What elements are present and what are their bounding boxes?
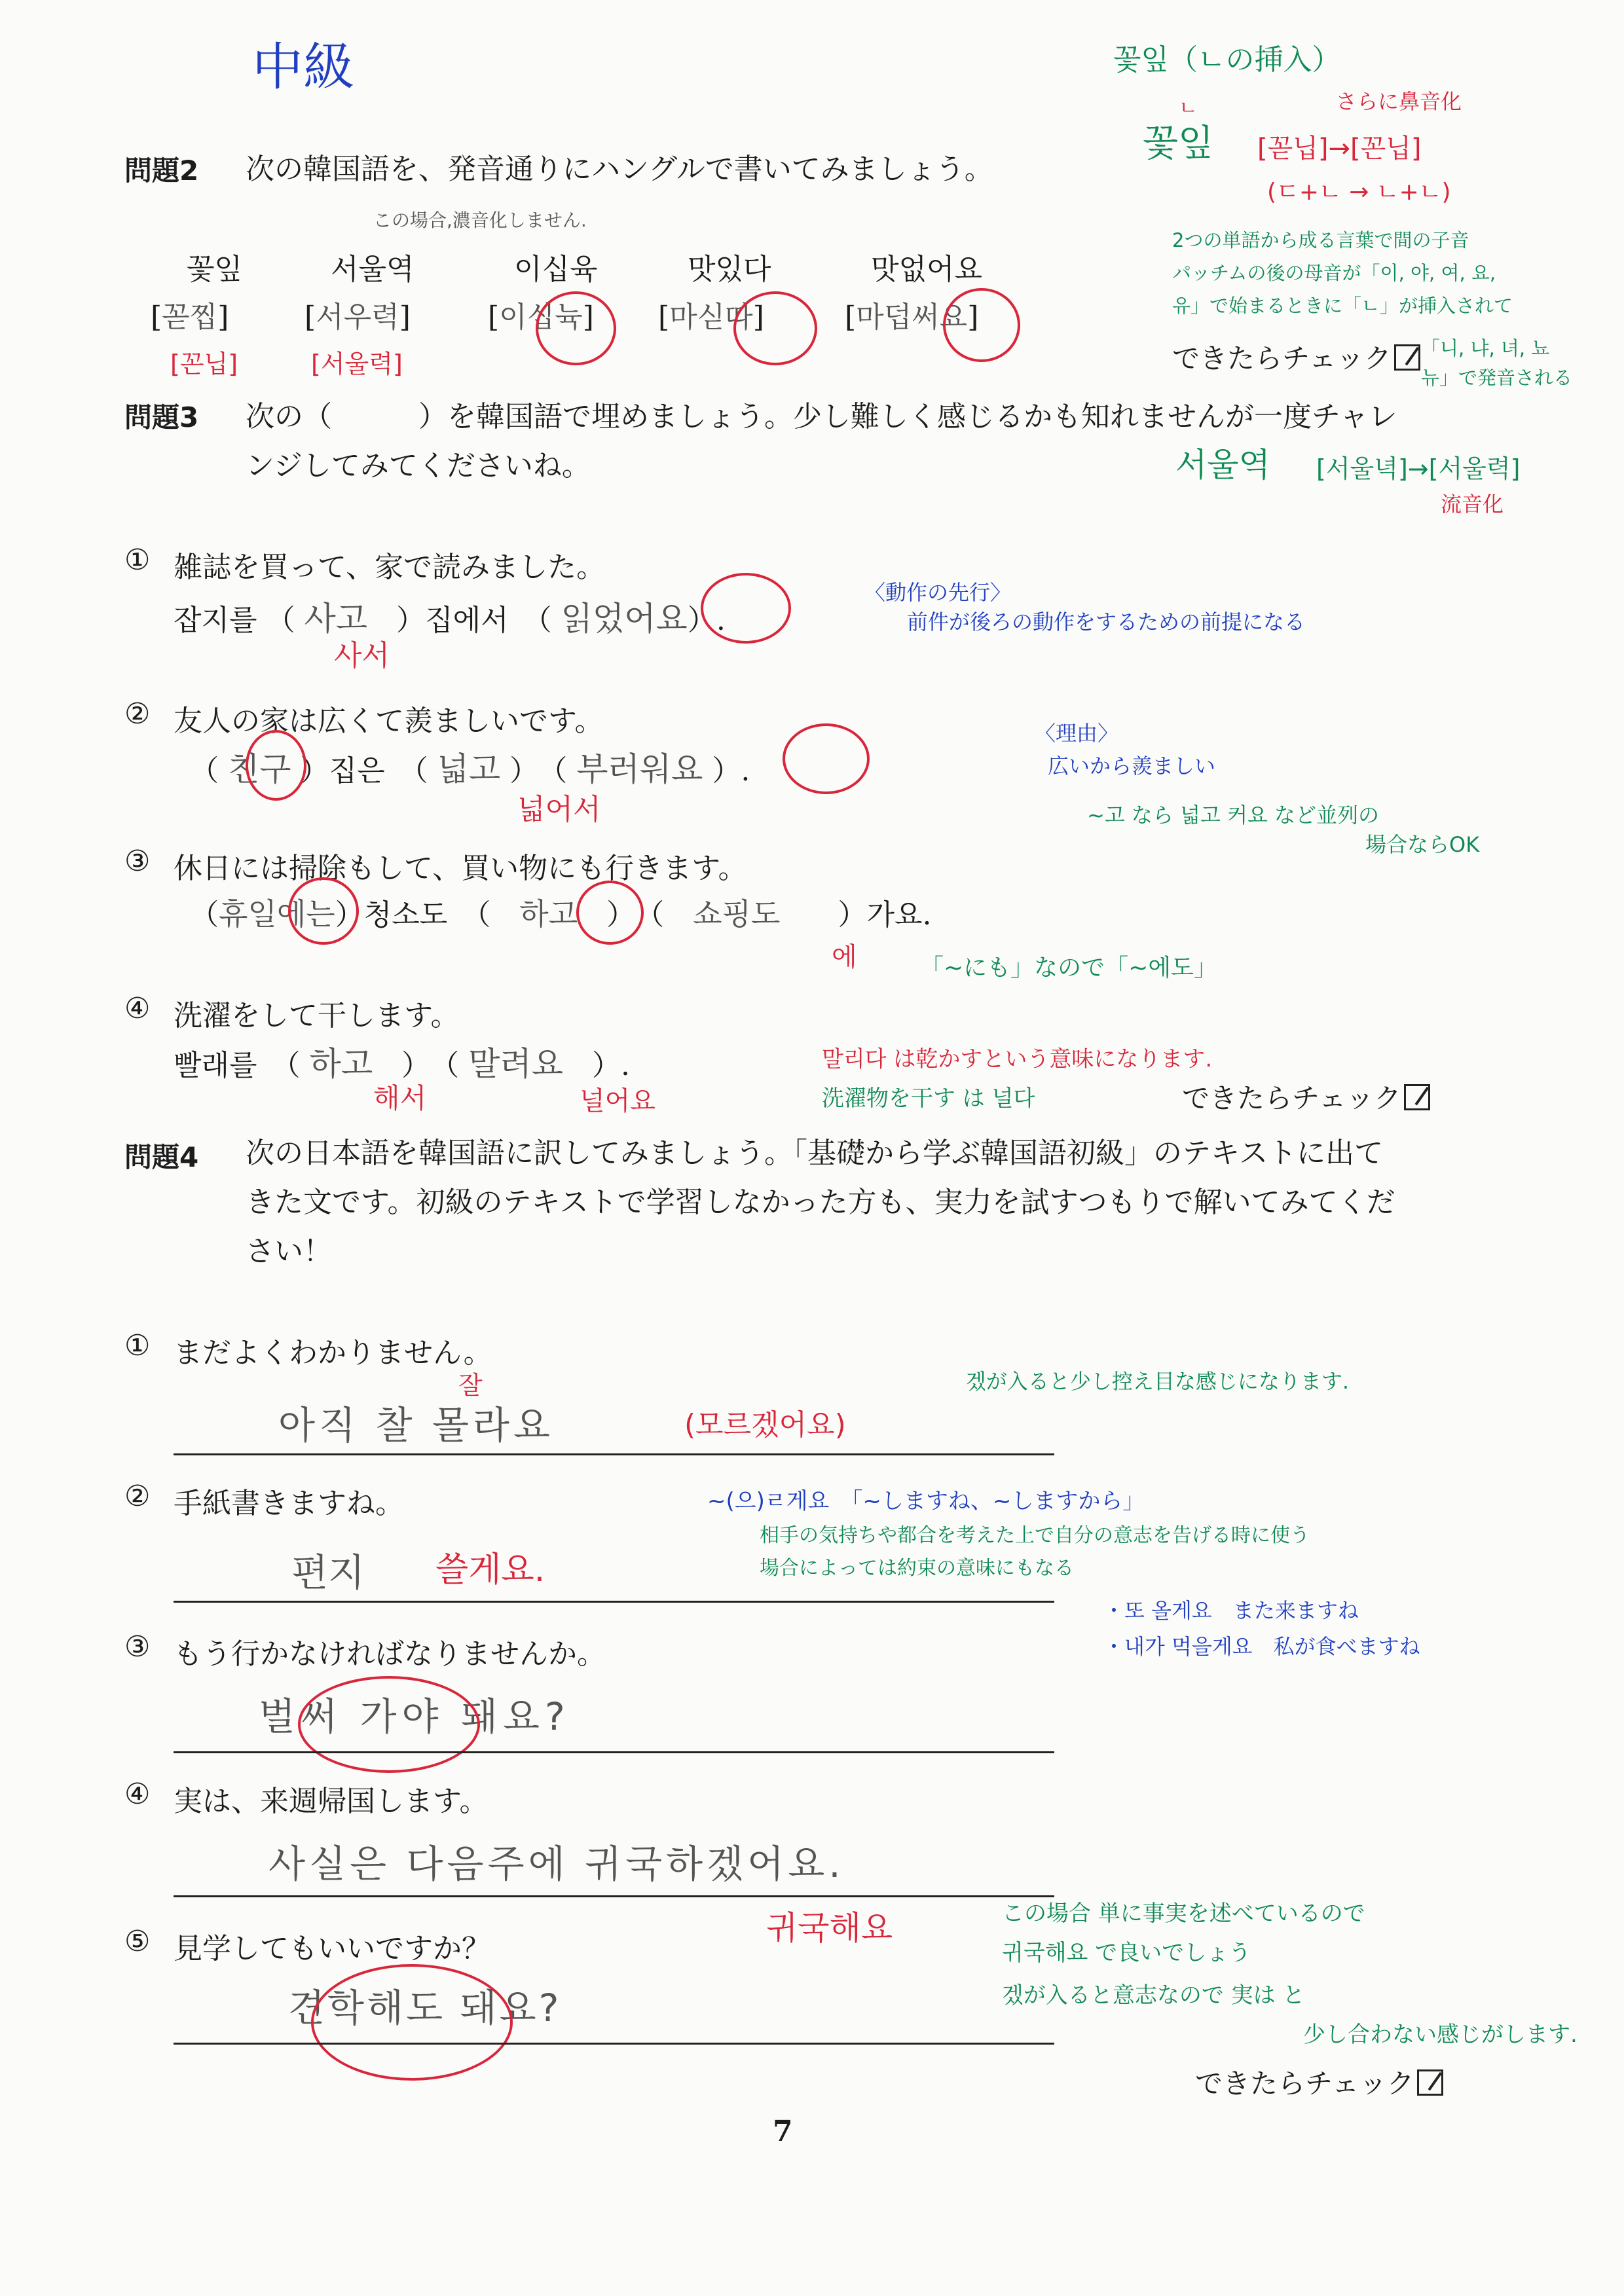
q4-item3-num: ③	[124, 1630, 151, 1664]
q3-item2-fix: 넓어서	[517, 793, 601, 826]
q4-check: できたらチェック	[1195, 2062, 1443, 2102]
q3-item3-fix: 에	[832, 942, 857, 972]
q2-note-no-tense: この場合,濃音化しません.	[373, 210, 587, 231]
note-pron2: [서울녁]→[서울력]	[1316, 454, 1521, 483]
note-explain-1: 2つの単語から成る言葉で間の子音	[1172, 229, 1469, 251]
q4-item4-num: ④	[124, 1777, 151, 1811]
q3-item4-num: ④	[124, 992, 151, 1025]
q2-circle-5	[943, 288, 1020, 362]
q3-item3-num: ③	[124, 845, 151, 878]
q4-item4-jp: 実は、来週帰国します。	[174, 1785, 489, 1818]
q2-answer-3: [이십뉵]	[488, 301, 594, 334]
q4-item5-note-3: 겠が入ると意志なので 実は と	[1002, 1982, 1305, 2009]
q4-item2-note-5: ・내가 먹을게요 私が食べますね	[1103, 1634, 1420, 1659]
q3-check: できたらチェック	[1182, 1077, 1430, 1116]
q2-check: できたらチェック	[1172, 337, 1420, 376]
q4-item2-note-4: ・또 올게요 また来ますね	[1103, 1598, 1359, 1623]
q4-item1-answer: 아직 찰 몰라요	[278, 1403, 555, 1448]
q4-item2-note-2: 相手の気持ちや都合を考えた上で自分の意志を告げる時に使う	[760, 1524, 1310, 1547]
q4-item5-note-2: 귀국해요 で良いでしょう	[1002, 1940, 1251, 1966]
note-word2: 서울역	[1175, 446, 1270, 484]
q3-item3-jp: 休日には掃除もして、買い物にも行きます。	[174, 852, 747, 885]
q4-instruction-1: 次の日本語を韓国語に訳してみましょう。「基礎から学ぶ韓国語初級」のテキストに出て	[246, 1137, 1384, 1170]
q2-correction-1: [꼰닙]	[170, 350, 238, 378]
q3-item2-num: ②	[124, 697, 151, 731]
q3-checkbox[interactable]	[1404, 1084, 1430, 1110]
q2-word-1: 꽃잎	[187, 253, 243, 286]
q3-item2-note-4: 場合ならOK	[1365, 832, 1480, 857]
q4-item2-note-1: ~(으)ㄹ게요 「~しますね、~しますから」	[707, 1488, 1145, 1514]
q2-circle-4	[733, 291, 817, 365]
q4-item3-answer: 벌써 가야 돼요?	[259, 1694, 570, 1739]
q3-item1-circle	[701, 573, 791, 644]
q4-item4-answer: 사실은 다음주에 귀국하겠어요.	[268, 1842, 845, 1886]
q4-item5-circle	[311, 1964, 513, 2081]
q2-answer-4: [마싣따]	[658, 301, 764, 334]
q4-instruction-2: きた文です。初級のテキストで学習しなかった方も、実力を試すつもりで解いてみてくだ	[246, 1186, 1395, 1219]
note-word: 꽃잎	[1143, 122, 1214, 165]
q4-checkbox[interactable]	[1417, 2069, 1443, 2096]
q4-item3-line	[174, 1751, 1054, 1753]
note-insertion-title: 꽃잎（ㄴの挿入）	[1113, 43, 1341, 77]
q3-item1-num: ①	[124, 543, 151, 577]
q3-item3-line: （휴일에는）청소도 （ 하고 ） （ 쇼핑도 ）가요.	[190, 896, 932, 932]
q4-item1-line	[174, 1453, 1054, 1455]
q2-answer-2: [서우력]	[304, 301, 411, 334]
q4-item5-num: ⑤	[124, 1925, 151, 1958]
q3-item1-jp: 雑誌を買って、家で読みました。	[174, 551, 606, 584]
q3-item4-jp: 洗濯をして干します。	[174, 999, 460, 1032]
q3-item3-note: 「~にも」なので「~에도」	[920, 955, 1217, 981]
q4-item2-answer: 편지	[291, 1550, 365, 1595]
q3-item4-fix-1: 해서	[373, 1082, 427, 1114]
q4-item4-line	[174, 1895, 1054, 1897]
q3-instruction-2: ンジしてみてくださいね。	[246, 449, 591, 483]
q4-item2-fix: 쓸게요.	[435, 1550, 545, 1590]
q4-item1-num: ①	[124, 1329, 151, 1362]
q3-item1-note-2: 前件が後ろの動作をするための前提になる	[907, 610, 1306, 634]
q3-item2-note-3: ~고 なら 넓고 커요 など並列の	[1087, 803, 1380, 828]
q3-item2-circle-2	[783, 723, 870, 794]
q2-answer-1: [꼳찝]	[151, 301, 229, 334]
q3-item2-line: （ 친구 ）집은 （ 넓고 ） （ 부러워요 ）.	[190, 750, 750, 788]
q3-item1-line: 잡지를 （ 사고 ）집에서 （ 읽었어요）.	[174, 600, 726, 638]
q2-word-3: 이십육	[514, 253, 598, 286]
q4-item5-jp: 見学してもいいですか？	[174, 1932, 490, 1965]
q4-item3-circle	[298, 1676, 480, 1773]
q3-item2-note-1: 〈理由〉	[1035, 721, 1119, 746]
level-note: 中級	[252, 38, 355, 97]
q4-item2-num: ②	[124, 1480, 151, 1513]
q4-item2-note-3: 場合によっては約束の意味にもなる	[760, 1557, 1074, 1580]
q3-instruction-1: 次の（ ）を韓国語で埋めましょう。少し難しく感じるかも知れませんが一度チャレ	[246, 400, 1397, 433]
q2-label: 問題2	[124, 155, 199, 187]
q4-item1-jp: まだよくわかりません。	[174, 1336, 492, 1370]
q2-checkbox[interactable]	[1394, 344, 1420, 371]
q3-item2-note-2: 広いから羨ましい	[1048, 754, 1216, 778]
q4-instruction-3: さい！	[246, 1235, 332, 1268]
q3-item3-circle-1	[288, 877, 359, 945]
q4-item5-line	[174, 2043, 1054, 2045]
q3-item4-note-1: 말리다 は乾かすという意味になります.	[822, 1046, 1213, 1072]
note-explain-2: パッチムの後の母音が「이, 야, 여, 요,	[1172, 262, 1496, 284]
q4-item1-note: 겠が入ると少し控え目な感じになります.	[966, 1369, 1350, 1394]
q4-item3-jp: もう行かなければなりませんか。	[174, 1637, 606, 1671]
note-inserted: ㄴ	[1179, 97, 1198, 120]
q3-item2-circle-1	[246, 730, 306, 801]
note-rule: (ㄷ+ㄴ → ㄴ+ㄴ)	[1267, 179, 1451, 206]
note-nasalization: さらに鼻音化	[1336, 89, 1462, 114]
q3-item2-jp: 友人の家は広くて羨ましいです。	[174, 704, 604, 738]
q2-word-5: 맛없어요	[871, 253, 983, 286]
note-pron: [꼳닙]→[꼰닙]	[1257, 134, 1422, 164]
q4-item5-note-4: 少し合わない感じがします.	[1303, 2022, 1578, 2048]
q4-item2-line	[174, 1601, 1054, 1603]
q2-answer-5: [마덥써요]	[845, 301, 979, 334]
q2-circle-3	[536, 291, 616, 365]
q3-item1-note-1: 〈動作の先行〉	[864, 580, 1012, 605]
q4-label: 問題4	[124, 1141, 199, 1173]
q3-item4-line: 빨래를 （ 하고 ） （ 말려요 ）.	[174, 1045, 631, 1083]
q2-instruction: 次の韓国語を、発音通りにハングルで書いてみましょう。	[246, 153, 993, 186]
q3-label: 問題3	[124, 401, 199, 433]
q4-item5-answer: 견학해도 돼요?	[288, 1986, 562, 2030]
q4-item2-jp: 手紙書きますね。	[174, 1487, 404, 1520]
q4-item1-fix: 잘	[458, 1371, 483, 1400]
q2-word-4: 맛있다	[688, 253, 771, 286]
q2-word-2: 서울역	[331, 253, 415, 286]
q3-item3-circle-2	[576, 881, 644, 945]
note-explain-4: 「니, 냐, 녀, 뇨	[1421, 337, 1550, 359]
note-liquidization: 流音化	[1441, 492, 1504, 517]
page-number: 7	[773, 2115, 793, 2148]
q2-correction-2: [서울력]	[311, 350, 403, 378]
q3-item4-fix-2: 널어요	[580, 1086, 655, 1116]
q4-item1-alt: (모르겠어요)	[684, 1408, 846, 1442]
note-explain-3: 유」で始まるときに「ㄴ」が挿入されて	[1172, 295, 1513, 317]
q3-item4-note-2: 洗濯物を干す は 널다	[822, 1085, 1035, 1112]
q3-item1-fix: 사서	[334, 639, 390, 672]
q4-item5-note-1: この場合 単に事実を述べているので	[1002, 1901, 1365, 1927]
q4-item4-fix: 귀국해요	[766, 1909, 893, 1947]
note-explain-5: 뉴」で発音される	[1421, 367, 1573, 389]
